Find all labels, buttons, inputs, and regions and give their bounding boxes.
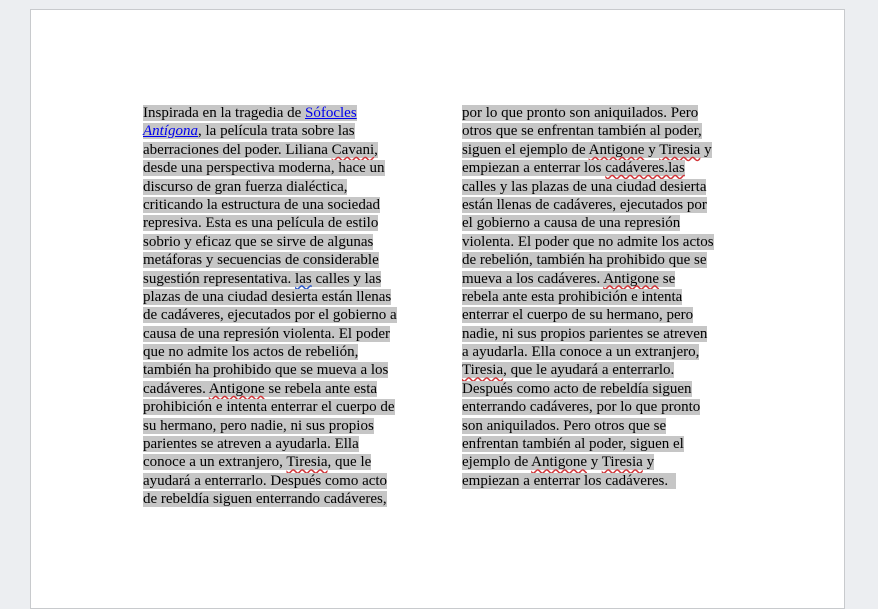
selected-text xyxy=(462,105,698,121)
selected-text xyxy=(143,123,355,139)
selected-text xyxy=(462,381,692,397)
text-run: siguen el ejemplo de xyxy=(462,141,589,158)
text-line xyxy=(143,288,397,306)
text-run: desde una perspectiva moderna, hace un xyxy=(143,160,385,177)
text-run: causa de una represión violenta. El poder xyxy=(143,325,390,342)
selected-text xyxy=(143,105,357,121)
text-line xyxy=(462,196,714,214)
selected-text xyxy=(143,142,378,158)
text-line xyxy=(462,306,714,324)
selected-text xyxy=(462,142,712,158)
selected-text xyxy=(462,215,680,231)
text-run: calles y las plazas de una ciudad desierta xyxy=(462,178,707,195)
text-column-right[interactable] xyxy=(462,104,714,490)
text-run: empiezan a enterrar los xyxy=(462,160,606,177)
text-line xyxy=(143,417,397,435)
text-run: sobrio y eficaz que se sirve de algunas xyxy=(143,233,374,250)
text-run: de rebeldía siguen enterrando cadáveres, xyxy=(143,491,387,508)
selected-text xyxy=(143,252,379,268)
text-run: el gobierno a causa de una represión xyxy=(462,215,681,232)
text-line xyxy=(462,325,714,343)
text-line xyxy=(462,453,714,471)
text-line xyxy=(143,380,397,398)
text-line xyxy=(462,435,714,453)
text-line xyxy=(462,361,714,379)
text-line xyxy=(462,233,714,251)
text-run: , la película trata sobre las xyxy=(198,123,355,140)
text-line xyxy=(462,380,714,398)
grammar-error-word[interactable]: las xyxy=(295,270,312,287)
text-run: represiva. Esta es una película de estilo xyxy=(143,215,379,232)
text-run: plazas de una ciudad desierta están llenas xyxy=(143,288,392,305)
text-run: Inspirada en la tragedia de xyxy=(143,105,306,121)
selected-text xyxy=(143,234,373,250)
text-run: rebela ante esta prohibición e intenta xyxy=(462,288,683,305)
text-line xyxy=(462,270,714,288)
selected-text xyxy=(462,123,702,139)
selected-text xyxy=(462,307,693,323)
selected-text xyxy=(143,399,395,415)
text-line xyxy=(143,122,397,140)
selected-text xyxy=(462,179,706,195)
text-run: a ayudarla. Ella conoce a un extranjero, xyxy=(462,344,700,361)
spelling-error-word[interactable]: Tiresia xyxy=(462,362,504,379)
spelling-error-word[interactable]: cadáveres.las xyxy=(605,160,685,177)
text-run: de cadáveres, ejecutados por el gobierno a xyxy=(143,307,397,324)
text-run: y xyxy=(644,141,660,158)
selected-text xyxy=(143,179,347,195)
text-run: empiezan a enterrar los cadáveres. xyxy=(462,472,676,489)
text-run: son aniquilados. Pero otros que se xyxy=(462,417,667,434)
selected-text xyxy=(143,381,377,397)
text-run: cadáveres. xyxy=(143,380,209,397)
text-line xyxy=(143,472,397,490)
selected-text xyxy=(143,271,381,287)
selected-text xyxy=(143,454,371,470)
text-line xyxy=(143,159,397,177)
text-run: se rebela ante esta xyxy=(264,380,378,397)
selected-text xyxy=(462,234,714,250)
selected-text xyxy=(143,215,378,231)
text-line xyxy=(143,361,397,379)
spelling-error-word[interactable]: Cavani xyxy=(331,141,375,158)
selected-text xyxy=(143,307,397,323)
text-run: por lo que pronto son aniquilados. Pero xyxy=(462,105,699,121)
spelling-error-word[interactable]: Tiresia xyxy=(601,454,643,471)
text-run: su hermano, pero nadie, ni sus propios xyxy=(143,417,374,434)
text-line xyxy=(143,435,397,453)
text-line xyxy=(143,343,397,361)
text-line xyxy=(462,417,714,435)
selected-text xyxy=(462,160,685,176)
selected-text xyxy=(462,473,676,489)
text-line xyxy=(462,141,714,159)
text-line xyxy=(143,270,397,288)
text-run: sugestión representativa. xyxy=(143,270,296,287)
text-line xyxy=(143,325,397,343)
selected-text xyxy=(462,326,707,342)
selected-text xyxy=(143,436,359,452)
selected-text xyxy=(462,344,699,360)
spelling-error-word[interactable]: Tiresia xyxy=(286,454,328,471)
text-run: mueva a los cadáveres. xyxy=(462,270,604,287)
text-run: aberraciones del poder. Liliana xyxy=(143,141,332,158)
selected-text xyxy=(143,326,390,342)
hyperlink[interactable]: Sófocles xyxy=(305,105,357,121)
text-line xyxy=(143,490,397,508)
selected-text xyxy=(143,418,374,434)
text-run: de rebelión, también ha prohibido que se xyxy=(462,252,707,269)
text-run: metáforas y secuencias de considerable xyxy=(143,252,379,269)
text-line xyxy=(143,233,397,251)
text-run: calles y las xyxy=(311,270,382,287)
selected-text xyxy=(143,344,358,360)
text-run: criticando la estructura de una sociedad xyxy=(143,196,380,213)
text-line xyxy=(143,306,397,324)
text-run: y xyxy=(700,141,712,158)
text-line xyxy=(143,251,397,269)
selected-text xyxy=(462,418,666,434)
document-page[interactable] xyxy=(30,9,845,609)
selected-text xyxy=(143,160,385,176)
text-line xyxy=(143,398,397,416)
spelling-error-word[interactable]: Antigone xyxy=(531,454,587,471)
hyperlink[interactable]: Antígona xyxy=(143,123,198,140)
text-run: ayudará a enterrarlo. Después como acto xyxy=(143,472,388,489)
selected-text xyxy=(462,436,684,452)
spelling-error-word[interactable]: Antigone xyxy=(208,380,265,397)
text-line xyxy=(462,159,714,177)
text-run: enfrentan también al poder, siguen el xyxy=(462,436,684,453)
selected-text xyxy=(462,271,675,287)
text-run: Después como acto de rebeldía siguen xyxy=(462,380,692,397)
text-line xyxy=(462,251,714,269)
selected-text xyxy=(462,197,707,213)
selected-text xyxy=(143,362,388,378)
text-column-left[interactable] xyxy=(143,104,397,509)
text-line xyxy=(462,122,714,140)
text-run: otros que se enfrentan también al poder, xyxy=(462,123,702,140)
text-run: , que le xyxy=(327,454,372,471)
selected-text xyxy=(143,289,391,305)
text-run: y xyxy=(586,454,602,471)
selected-text xyxy=(462,252,707,268)
text-line xyxy=(462,343,714,361)
text-line xyxy=(462,178,714,196)
text-line xyxy=(462,104,714,122)
text-run: enterrando cadáveres, por lo que pronto xyxy=(462,399,701,416)
text-line xyxy=(462,398,714,416)
spelling-error-word[interactable]: Tiresia xyxy=(659,141,701,158)
text-run: están llenas de cadáveres, ejecutados por xyxy=(462,196,707,213)
text-run: que no admite los actos de rebelión, xyxy=(143,344,359,361)
selected-text xyxy=(462,289,682,305)
text-run: se xyxy=(659,270,676,287)
spelling-error-word[interactable]: Antigone xyxy=(588,141,645,158)
selected-text xyxy=(143,197,380,213)
text-line xyxy=(143,178,397,196)
text-run: prohibición e intenta enterrar el cuerpo de xyxy=(143,399,395,416)
text-line xyxy=(143,104,397,122)
text-run: ejemplo de xyxy=(462,454,532,471)
spelling-error-word[interactable]: Antigone xyxy=(603,270,660,287)
text-run: violenta. El poder que no admite los actos xyxy=(462,233,714,250)
text-run: , xyxy=(374,141,378,158)
selected-text xyxy=(462,362,674,378)
text-run: nadie, ni sus propios parientes se atreven xyxy=(462,325,708,342)
selected-text xyxy=(143,473,387,489)
selected-text xyxy=(143,491,387,507)
text-line xyxy=(143,141,397,159)
text-run: y xyxy=(642,454,655,471)
text-run: discurso de gran fuerza dialéctica, xyxy=(143,178,348,195)
text-line xyxy=(462,214,714,232)
text-line xyxy=(462,288,714,306)
text-run: enterrar el cuerpo de su hermano, pero xyxy=(462,307,694,324)
text-run: también ha prohibido que se mueva a los xyxy=(143,362,389,379)
text-line xyxy=(143,214,397,232)
selected-text xyxy=(462,454,654,470)
text-line xyxy=(462,472,714,490)
text-run: conoce a un extranjero, xyxy=(143,454,287,471)
selected-text xyxy=(462,399,700,415)
text-run: parientes se atreven a ayudarla. Ella xyxy=(143,436,359,453)
text-run: , que le ayudará a enterrarlo. xyxy=(503,362,675,379)
text-line xyxy=(143,453,397,471)
text-line xyxy=(143,196,397,214)
